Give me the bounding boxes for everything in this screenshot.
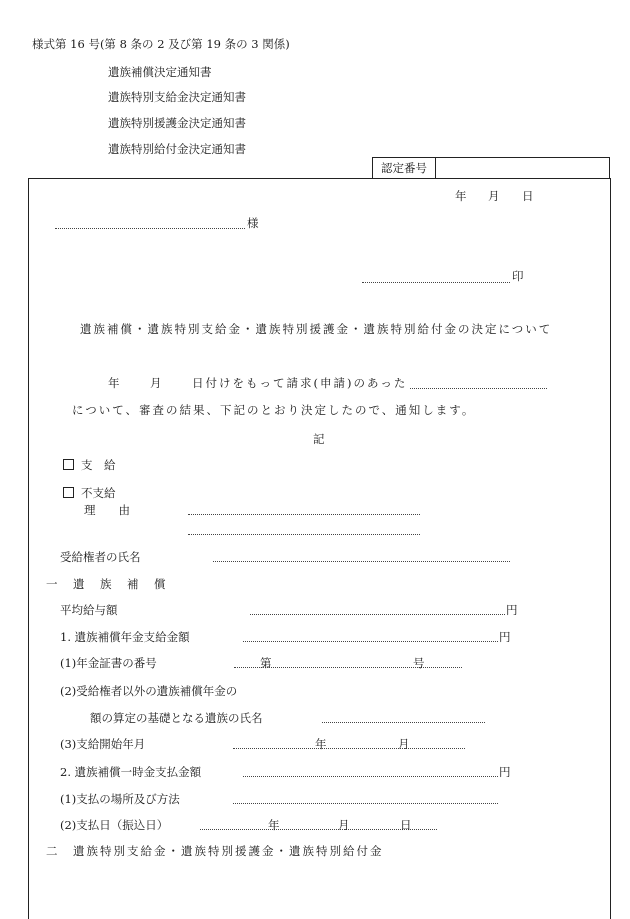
- payment-date-hi: 日: [400, 818, 412, 832]
- claim-text: 日付けをもって請求(申請)のあった: [192, 376, 408, 390]
- avg-wage-line[interactable]: [250, 614, 505, 615]
- other-bereaved-label-1: (2)受給権者以外の遺族補償年金の: [60, 684, 238, 698]
- subject: 遺族補償・遺族特別支給金・遺族特別援護金・遺族特別給付金の決定について: [80, 322, 553, 336]
- certificate-number-label: (1)年金証書の番号: [60, 656, 157, 670]
- recipient-name-line[interactable]: [213, 561, 510, 562]
- annuity-amount-label: 1. 遺族補償年金支給金額: [60, 630, 190, 644]
- certification-number-box: [372, 157, 610, 179]
- payment-method-line[interactable]: [233, 803, 498, 804]
- avg-wage-yen: 円: [506, 603, 518, 617]
- form-number: 様式第 16 号(第 8 条の 2 及び第 19 条の 3 関係): [32, 37, 290, 51]
- addressee-line[interactable]: [55, 228, 245, 229]
- annuity-amount-yen: 円: [499, 630, 511, 644]
- recipient-label: 受給権者の氏名: [60, 550, 141, 564]
- claim-name-line[interactable]: [410, 388, 547, 389]
- start-month-line[interactable]: [233, 748, 465, 749]
- start-month-nen: 年: [315, 737, 327, 751]
- date-month: 月: [488, 189, 500, 203]
- addressee-suffix: 様: [247, 216, 259, 230]
- nopay-checkbox[interactable]: [63, 487, 74, 498]
- nopay-label: 不支給: [81, 486, 116, 500]
- payment-method-label: (1)支払の場所及び方法: [60, 792, 180, 806]
- other-bereaved-line[interactable]: [322, 722, 485, 723]
- lump-sum-label: 2. 遺族補償一時金支払金額: [60, 765, 202, 779]
- avg-wage-label: 平均給与額: [60, 603, 118, 617]
- lump-sum-line[interactable]: [243, 776, 498, 777]
- payment-date-label: (2)支払日（振込日）: [60, 818, 169, 832]
- title-tokubetsu-shikyukin: 遺族特別支給金決定通知書: [108, 90, 246, 104]
- pay-label: 支 給: [81, 458, 116, 472]
- reason-line-1[interactable]: [188, 514, 420, 515]
- certificate-dai: 第: [260, 656, 272, 670]
- section1-title: 一 遺 族 補 償: [46, 577, 168, 591]
- date-year: 年: [455, 189, 467, 203]
- nopay-option[interactable]: [63, 485, 116, 501]
- certificate-go: 号: [413, 656, 425, 670]
- other-bereaved-label-2: 額の算定の基礎となる遺族の氏名: [90, 711, 263, 725]
- body-text: について、審査の結果、下記のとおり決定したので、通知します。: [72, 403, 476, 417]
- title-izoku-hosho: 遺族補償決定通知書: [108, 65, 212, 79]
- claim-year: 年: [108, 376, 120, 390]
- reason-line-2[interactable]: [188, 534, 420, 535]
- reason-label: 理 由: [84, 503, 130, 517]
- section2-title: 二 遺族特別支給金・遺族特別援護金・遺族特別給付金: [46, 844, 384, 858]
- sender-line[interactable]: [362, 282, 510, 283]
- annuity-amount-line[interactable]: [243, 641, 498, 642]
- title-tokubetsu-engokin: 遺族特別援護金決定通知書: [108, 116, 246, 130]
- pay-checkbox[interactable]: [63, 459, 74, 470]
- payment-date-nen: 年: [268, 818, 280, 832]
- title-tokubetsu-kyufukin: 遺族特別給付金決定通知書: [108, 142, 246, 156]
- start-month-gatsu: 月: [398, 737, 410, 751]
- certification-number-label: 認定番号: [373, 158, 436, 179]
- ki-mark: 記: [313, 432, 325, 446]
- pay-option[interactable]: [63, 457, 116, 473]
- payment-date-gatsu: 月: [338, 818, 350, 832]
- claim-month: 月: [150, 376, 162, 390]
- start-month-label: (3)支給開始年月: [60, 737, 146, 751]
- lump-sum-yen: 円: [499, 765, 511, 779]
- seal-mark: 印: [512, 269, 524, 283]
- date-day: 日: [522, 189, 534, 203]
